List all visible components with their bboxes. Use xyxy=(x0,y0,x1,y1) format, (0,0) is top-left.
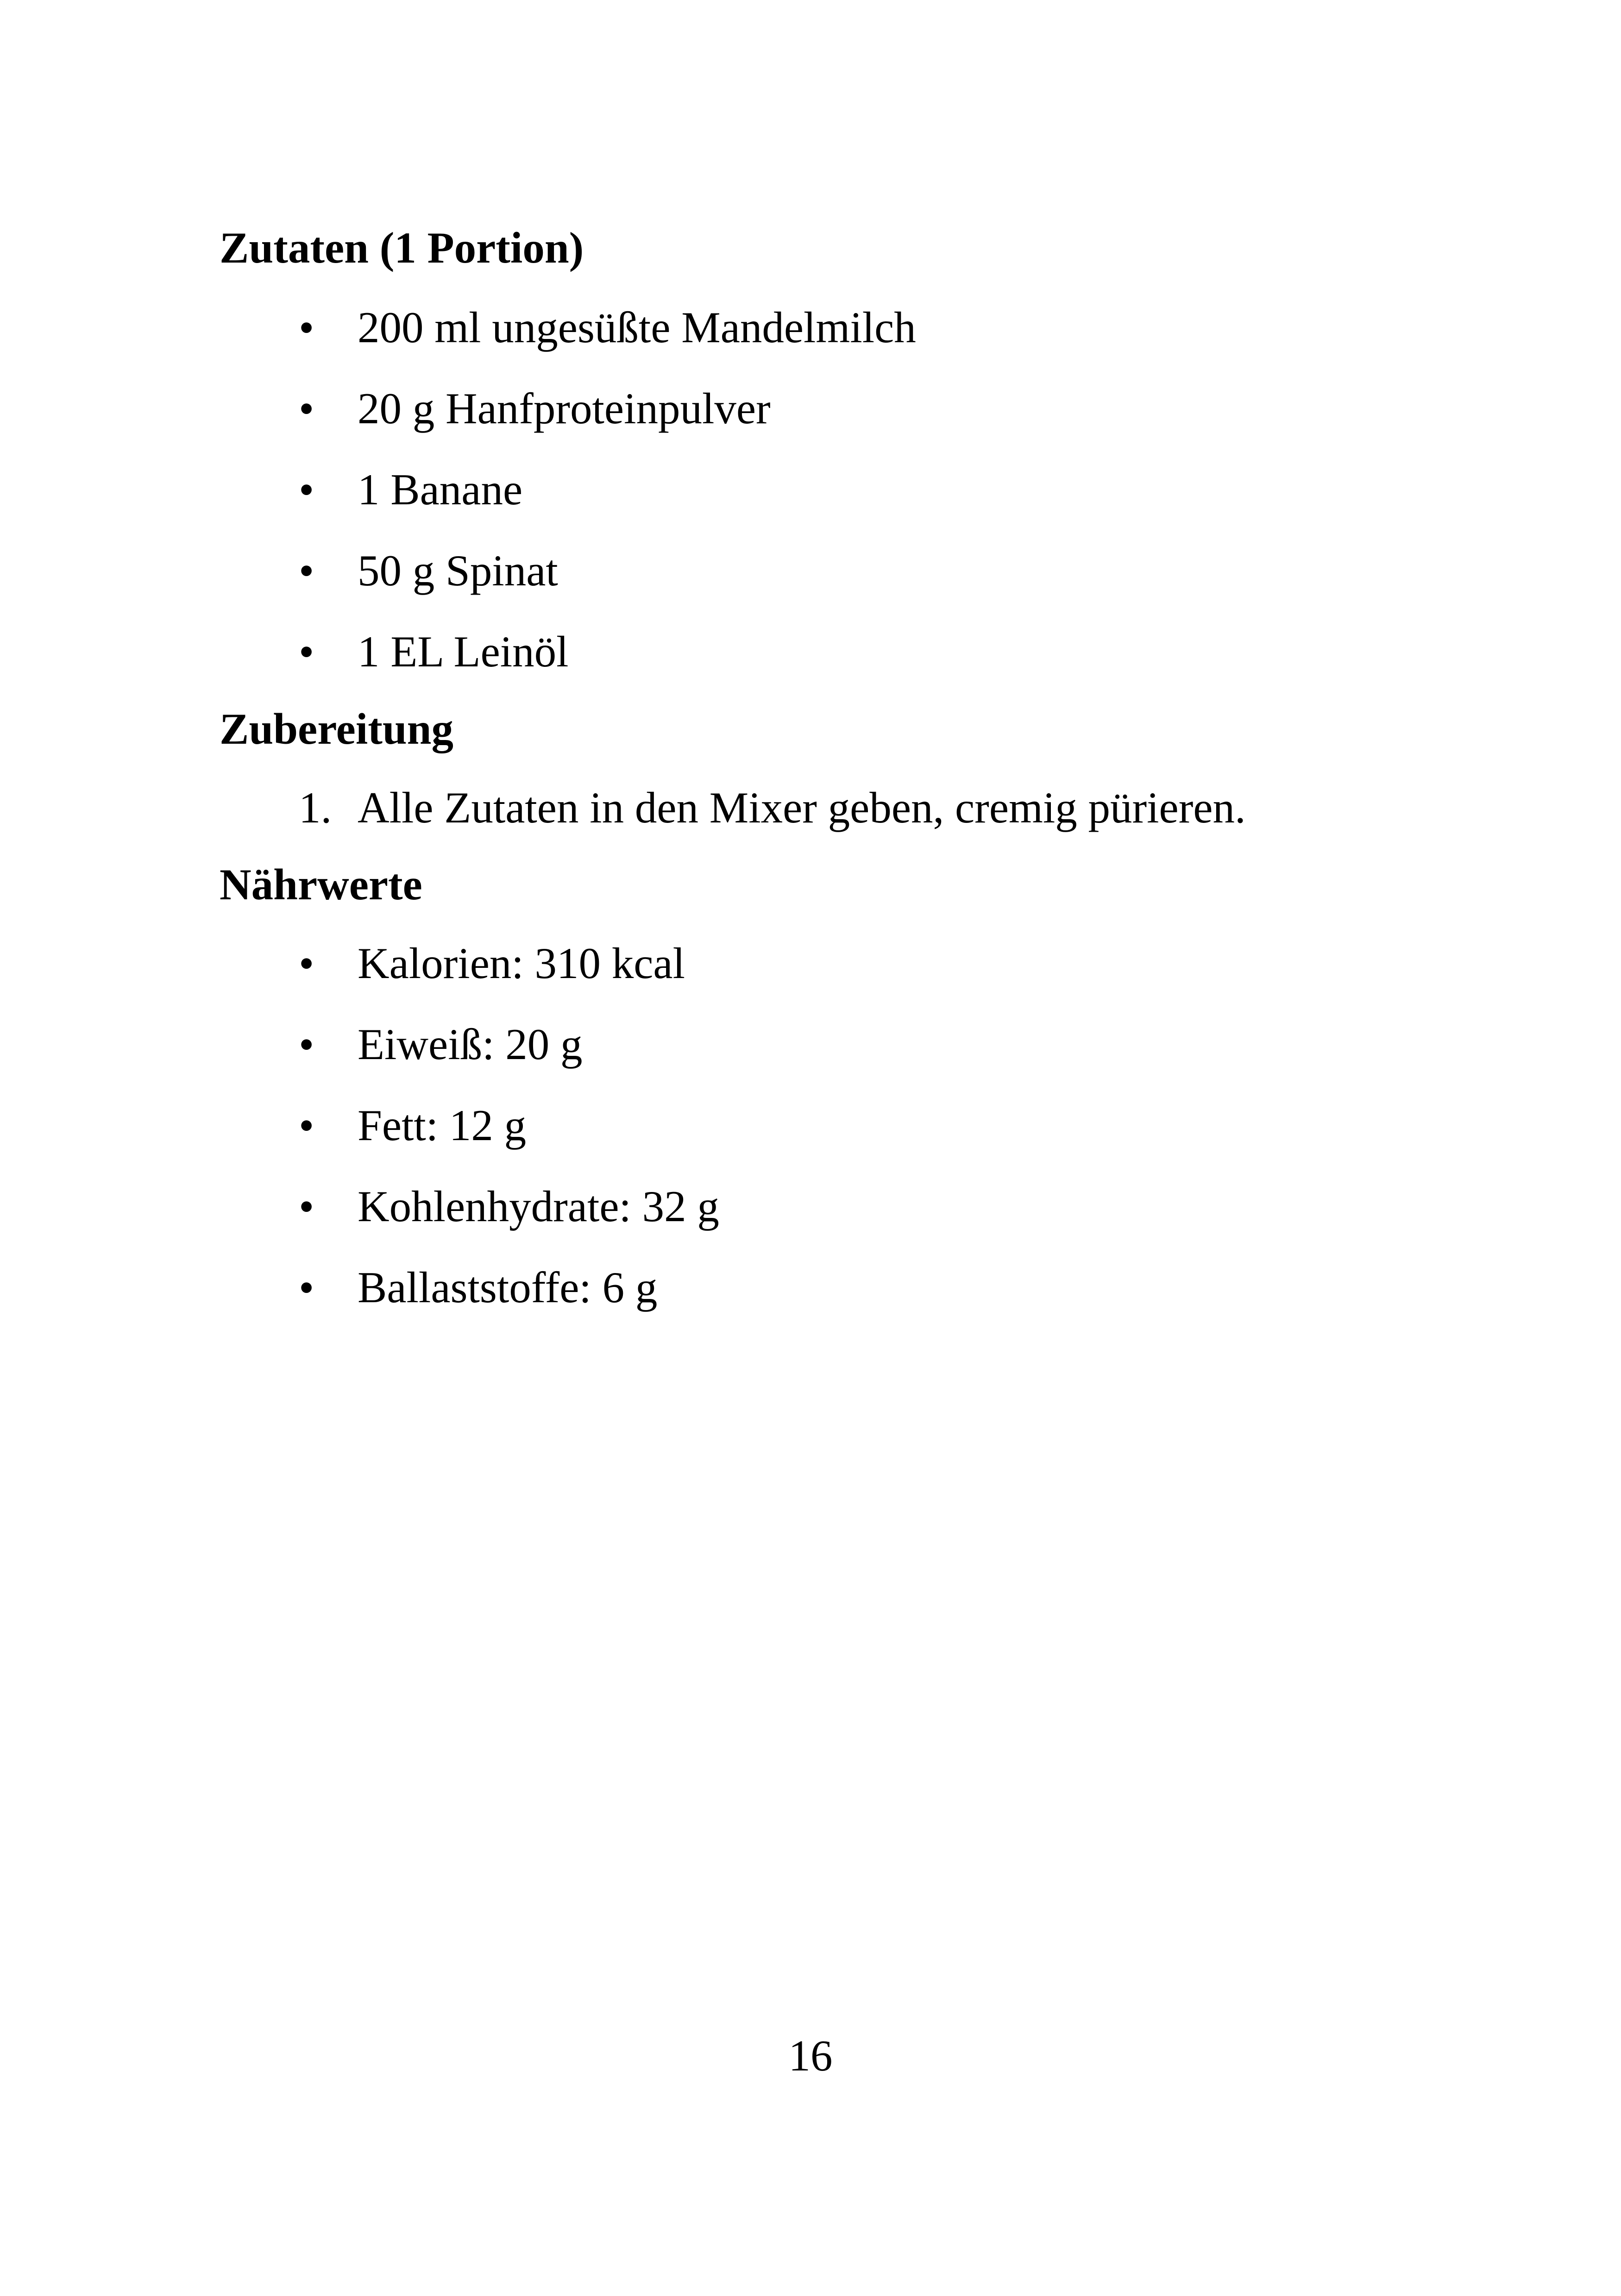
nutrition-item xyxy=(0,1020,1621,1104)
nutrition-text: Eiweiß: 20 g xyxy=(358,1020,583,1069)
bullet-icon: • xyxy=(299,303,314,352)
bullet-icon: • xyxy=(299,1101,314,1150)
bullet-icon: • xyxy=(299,1020,314,1069)
nutrition-text: Ballaststoffe: 6 g xyxy=(358,1263,658,1312)
ingredient-item xyxy=(0,384,1621,468)
bullet-icon: • xyxy=(299,627,314,676)
bullet-icon: • xyxy=(299,1263,314,1312)
bullet-icon: • xyxy=(299,384,314,433)
preparation-heading: Zubereitung xyxy=(220,704,454,753)
ingredient-text: 200 ml ungesüßte Mandelmilch xyxy=(358,303,916,352)
bullet-icon: • xyxy=(299,1182,314,1231)
step-number: 1. xyxy=(299,783,332,832)
ingredient-item xyxy=(0,303,1621,387)
page-number: 16 xyxy=(788,2031,833,2080)
bullet-icon: • xyxy=(299,465,314,514)
nutrition-text: Kalorien: 310 kcal xyxy=(358,939,685,988)
step-text: Alle Zutaten in den Mixer geben, cremig pürieren. xyxy=(358,783,1246,832)
ingredient-item xyxy=(0,546,1621,630)
nutrition-text: Fett: 12 g xyxy=(358,1101,527,1150)
nutrition-list xyxy=(0,941,1621,1347)
ingredient-text: 1 Banane xyxy=(358,465,523,514)
ingredient-item xyxy=(0,627,1621,711)
preparation-steps xyxy=(0,783,1621,867)
ingredients-heading: Zutaten (1 Portion) xyxy=(220,223,584,272)
nutrition-item xyxy=(0,1101,1621,1185)
ingredient-text: 50 g Spinat xyxy=(358,546,558,595)
nutrition-item xyxy=(0,1263,1621,1347)
nutrition-text: Kohlenhydrate: 32 g xyxy=(358,1182,719,1231)
ingredients-list xyxy=(0,303,1621,711)
preparation-step xyxy=(0,783,1621,867)
nutrition-item xyxy=(0,1182,1621,1266)
nutrition-heading: Nährwerte xyxy=(220,860,422,909)
ingredient-text: 20 g Hanfproteinpulver xyxy=(358,384,771,433)
nutrition-item xyxy=(0,941,1621,1023)
ingredient-text: 1 EL Leinöl xyxy=(358,627,569,676)
ingredient-item xyxy=(0,465,1621,549)
bullet-icon: • xyxy=(299,546,314,595)
bullet-icon: • xyxy=(299,939,314,988)
